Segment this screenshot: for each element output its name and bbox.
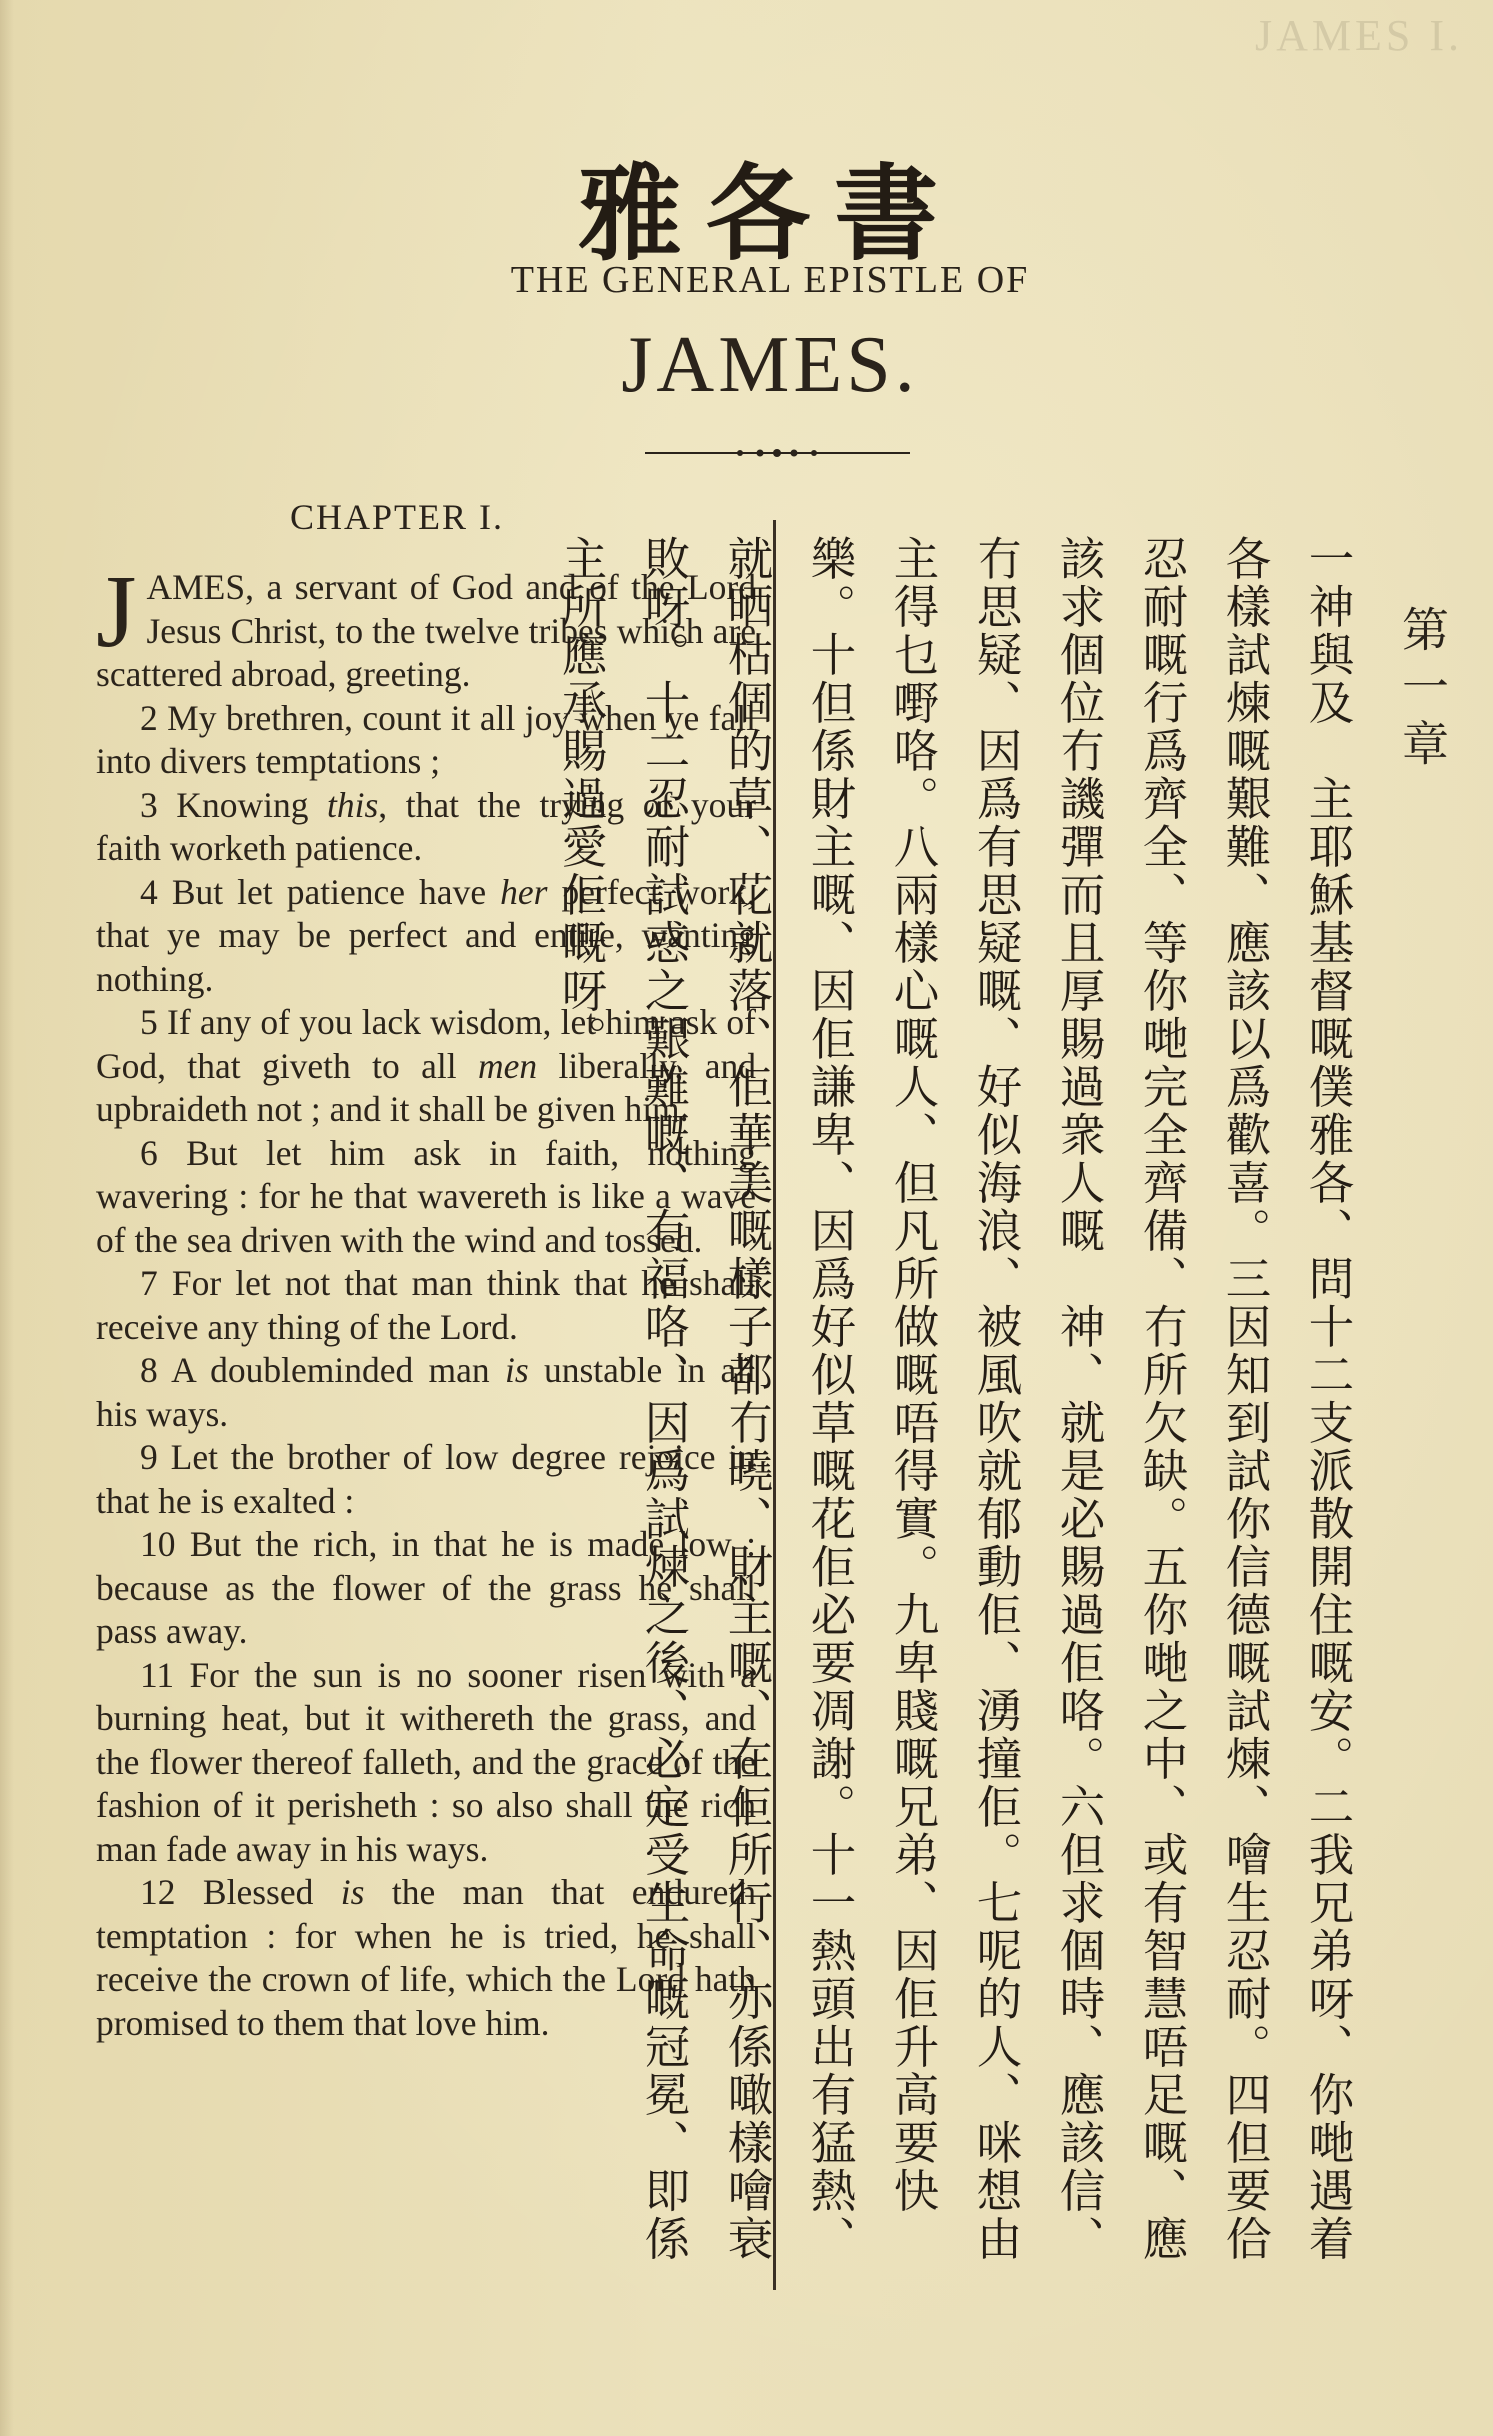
bleed-through-header: JAMES I.	[1254, 11, 1463, 60]
drop-cap: J	[96, 554, 137, 669]
english-subtitle: THE GENERAL EPISTLE OF	[510, 259, 1030, 301]
title-ornament	[645, 446, 910, 460]
english-book-title: JAMES.	[621, 321, 919, 409]
english-chapter-heading: CHAPTER I.	[290, 497, 505, 537]
verse-11: 11 For the sun is no sooner risen with a burning heat, but it withereth the grass, and the flower thereof falleth, and the grace of the fashion of it perisheth : so also shall the rich man fade away in his ways.	[96, 1654, 756, 1869]
binding-shadow	[0, 0, 14, 2436]
verse-7: 7 For let not that man think that he shall receive any thing of the Lord.	[96, 1263, 756, 1347]
verse-3: 3 Knowing this, that the trying of your faith worketh patience.	[96, 784, 756, 868]
chinese-column: 一神與及 主耶穌基督嘅僕雅各、問十二支派散開住嘅安。二我兄弟呀、你哋遇着各樣試煉嘅艱難、應該以爲歡喜。三因知到試你信德嘅試煉、噲生忍耐。四但要佮忍耐嘅行爲齊全、等你哋完全齊備、冇所欠缺。五你哋之中、或有智慧唔足嘅、應該求個位冇譏彈而且厚賜過衆人嘅 神、就是必賜過佢咯。六但求個時、應該信、冇思疑、因爲有思疑嘅、好似海浪、被風吹就郁動佢、湧撞佢。七呢的人、咪想由 主得乜嘢咯。八兩樣心嘅人、但凡所做嘅唔得實。九卑賤嘅兄弟、因佢升高要快樂。十但係財主嘅、因佢謙卑、因爲好似草嘅花佢必要凋謝。十一熱頭出有猛熱、就晒枯個的草、花就落、佢華美嘅樣子都冇曉、財主嘅、在佢所行、亦係噉樣噲衰敗呀。十二忍耐試惑之艱難嘅、有福咯、因爲試煉之後、必定受生命嘅冠冕、即係 主所應承賜過愛佢嘅呀。	[555, 535, 1355, 2311]
chinese-chapter-heading: 第一章	[1394, 605, 1449, 776]
verse-5: 5 If any of you lack wisdom, let him ask of God, that giveth to all men liberally, and upbraideth not ; and it shall be given him.	[96, 1002, 756, 1129]
verse-9: 9 Let the brother of low degree rejoice in that he is exalted :	[96, 1437, 756, 1521]
verse-10: 10 But the rich, in that he is made low : because as the flower of the grass he shall pass away.	[96, 1524, 756, 1651]
chinese-book-title: 雅各書	[577, 152, 962, 275]
verse-2: 2 My brethren, count it all joy when ye fall into divers temptations ;	[96, 697, 756, 781]
verse-8: 8 A doubleminded man is unstable in all his ways.	[96, 1350, 756, 1434]
verse-4: 4 But let patience have her perfect work, that ye may be perfect and entire, wanting nothing.	[96, 871, 756, 999]
verse-1: JAMES, a servant of God and of the Lord Jesus Christ, to the twelve tribes which are scattered abroad, greeting.	[96, 554, 756, 694]
verse-12: 12 Blessed is the man that endureth temptation : for when he is tried, he shall receive the crown of life, which the Lord hath promised to them that love him.	[96, 1872, 757, 2043]
verse-6: 6 But let him ask in faith, nothing wavering : for he that wavereth is like a wave of the sea driven with the wind and tossed.	[96, 1132, 756, 1260]
